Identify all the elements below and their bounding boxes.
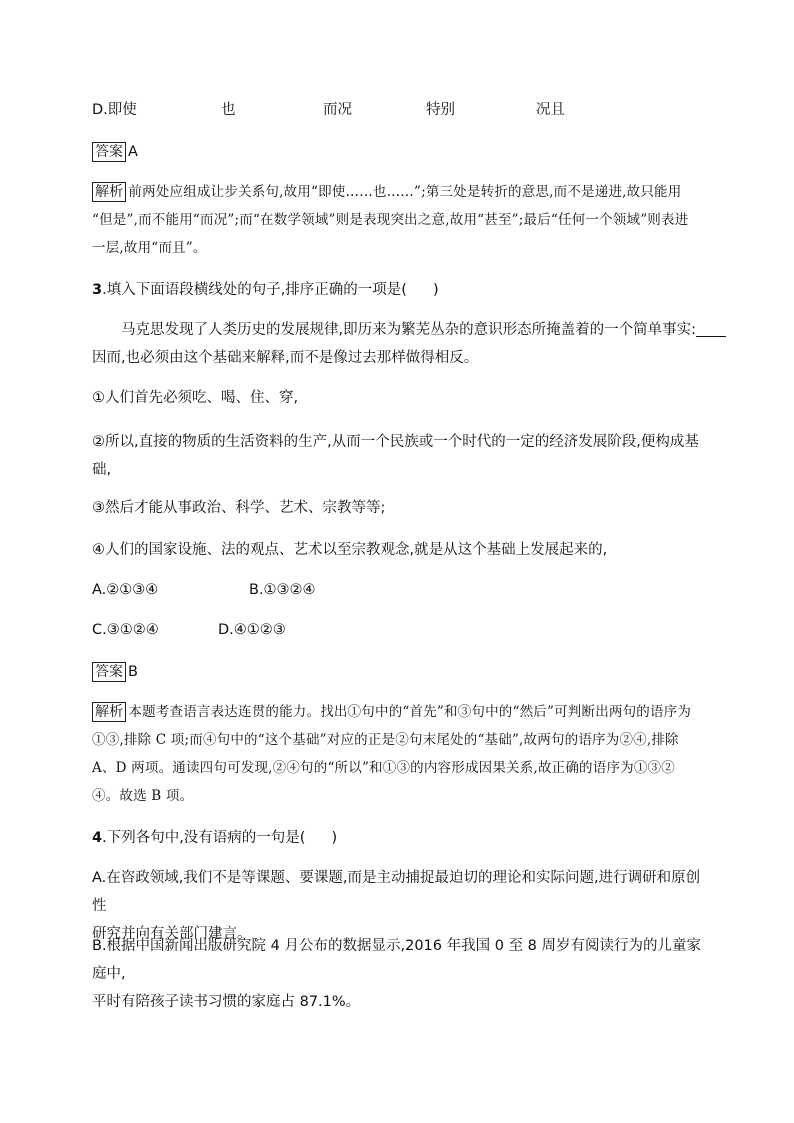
q3-answer-value: B bbox=[128, 664, 138, 680]
q2-option-d-word-2: 也 bbox=[221, 102, 236, 118]
q2-option-d-word-3: 而况 bbox=[323, 102, 352, 118]
explanation-tag: 解析 bbox=[92, 182, 126, 202]
q3-option-c: C.③①②④ bbox=[92, 622, 159, 638]
q2-answer-line bbox=[92, 138, 138, 166]
q2-explanation-line-1: 前两处应组成让步关系句,故用“即使……也……”;第三处是转折的意思,而不是递进,故只能用 bbox=[128, 184, 682, 200]
q3-stem-close: ) bbox=[432, 282, 439, 298]
q3-item-2 bbox=[92, 428, 712, 484]
explanation-tag: 解析 bbox=[92, 702, 126, 722]
q2-option-d-word-5: 况且 bbox=[536, 102, 565, 118]
q3-explanation-line-2: ①③,排除 C 项;而④句中的“这个基础”对应的正是②句末尾处的“基础”,故两句的语序为②④,排除 bbox=[92, 732, 679, 748]
q4-option-b bbox=[92, 932, 712, 1016]
q3-explanation-line-3: A、D 两项。通读四句可发现,②④句的“所以”和①③的内容形成因果关系,故正确的语序为①③② bbox=[92, 760, 675, 776]
q3-passage-line-1: 马克思发现了人类历史的发展规律,即历来为繁芜丛杂的意识形态所掩盖着的一个简单事实: bbox=[121, 322, 696, 338]
q4-number: 4 bbox=[92, 830, 103, 846]
answer-tag: 答案 bbox=[92, 662, 126, 682]
q2-explanation-line-2: “但是”,而不能用“而况”;而“在数学领域”则是表现突出之意,故用“甚至”;最后“任何一个领域”则表进 bbox=[92, 212, 689, 228]
q4-stem-text: .下列各句中,没有语病的一句是( bbox=[102, 830, 306, 846]
q3-item-2-line-1: ②所以,直接的物质的生活资料的生产,从而一个民族或一个时代的一定的经济发展阶段,便构成基 bbox=[92, 434, 699, 450]
q2-option-d-label: D.即使 bbox=[92, 102, 137, 118]
q4-option-b-line-1: B.根据中国新闻出版研究院 4 月公布的数据显示,2016 年我国 0 至 8 周岁有阅读行为的儿童家庭中, bbox=[92, 938, 702, 982]
q2-explanation bbox=[92, 178, 712, 262]
q3-stem-text: .填入下面语段横线处的句子,排序正确的一项是( bbox=[102, 282, 407, 298]
q2-answer-value: A bbox=[128, 144, 138, 160]
q4-stem bbox=[92, 824, 337, 852]
q3-option-d: D.④①②③ bbox=[218, 622, 286, 638]
q3-passage-line-2: 因而,也必须由这个基础来解释,而不是像过去那样做得相反。 bbox=[92, 350, 479, 366]
q3-options-row-1 bbox=[92, 576, 712, 604]
q3-number: 3 bbox=[92, 282, 103, 298]
q2-explanation-line-3: 一层,故用“而且”。 bbox=[92, 240, 207, 256]
q3-passage bbox=[92, 316, 712, 372]
q3-item-4: ④人们的国家设施、法的观点、艺术以至宗教观念,就是从这个基础上发展起来的, bbox=[92, 542, 608, 558]
q4-stem-close: ) bbox=[331, 830, 338, 846]
q3-option-b: B.①③②④ bbox=[249, 582, 316, 598]
q4-option-a-line-2: 研究并向有关部门建言。 bbox=[92, 926, 252, 942]
q4-option-b-line-2: 平时有陪孩子读书习惯的家庭占 87.1%。 bbox=[92, 994, 361, 1010]
q3-options-row-2 bbox=[92, 616, 712, 644]
q3-answer-line bbox=[92, 658, 138, 686]
q3-item-2-line-2: 础, bbox=[92, 462, 112, 478]
q3-item-3: ③然后才能从事政治、科学、艺术、宗教等等; bbox=[92, 500, 386, 516]
q3-explanation-line-1: 本题考查语言表达连贯的能力。找出①句中的“首先”和③句中的“然后”可判断出两句的语序为 bbox=[128, 704, 692, 720]
q3-explanation bbox=[92, 698, 712, 810]
q3-item-1: ①人们首先必须吃、喝、住、穿, bbox=[92, 390, 299, 406]
fill-blank bbox=[696, 320, 726, 337]
q2-option-d-word-4: 特别 bbox=[426, 102, 455, 118]
q3-option-a: A.②①③④ bbox=[92, 582, 159, 598]
q2-option-d-row bbox=[92, 96, 712, 124]
q3-explanation-line-4: ④。故选 B 项。 bbox=[92, 788, 194, 804]
q3-stem bbox=[92, 276, 439, 304]
q4-option-a-line-1: A.在咨政领域,我们不是等课题、要课题,而是主动捕捉最迫切的理论和实际问题,进行调研和原创性 bbox=[92, 870, 701, 914]
answer-tag: 答案 bbox=[92, 142, 126, 162]
